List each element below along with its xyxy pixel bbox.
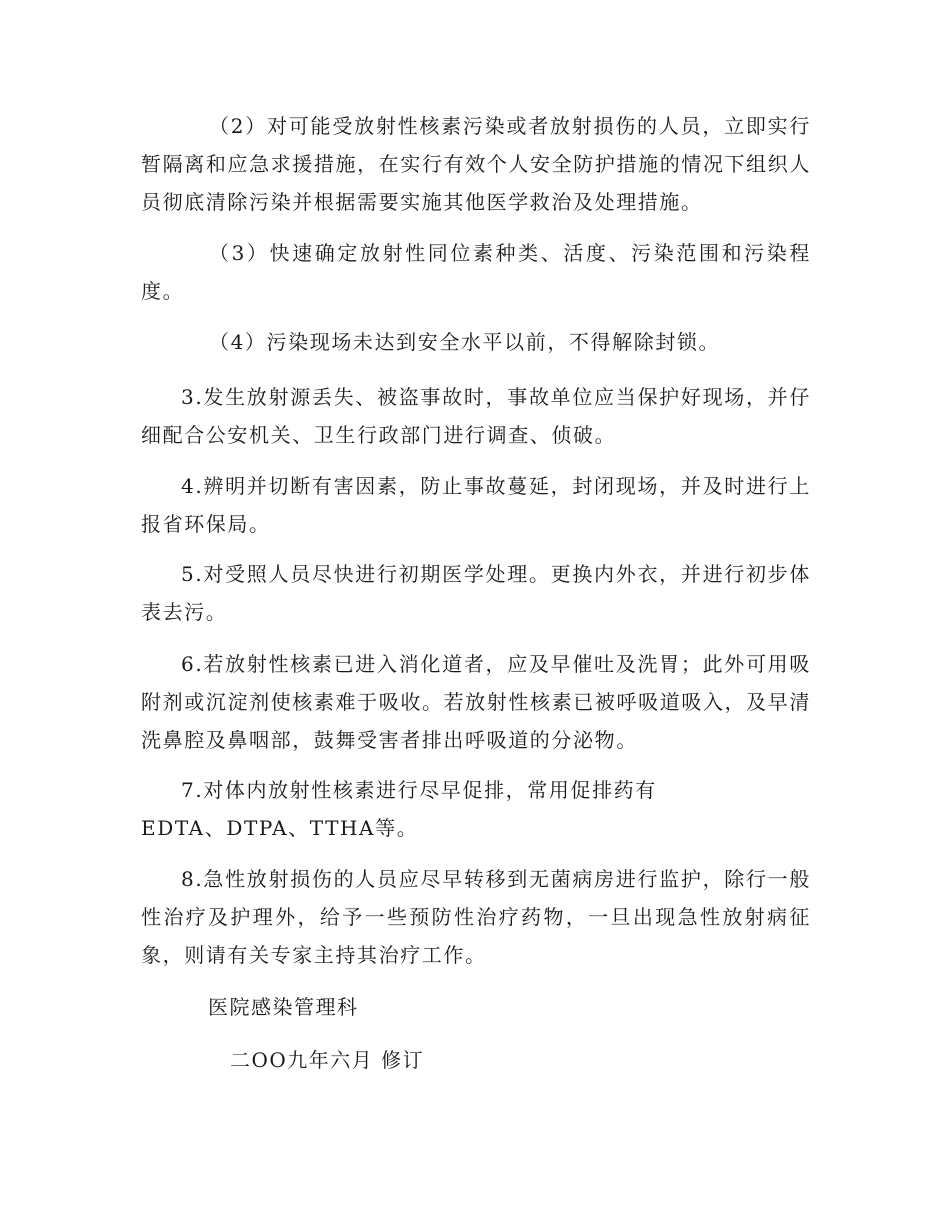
revision-date: 二OO九年六月 修订 <box>230 1048 425 1072</box>
paragraph-7-continued: EDTA、DTPA、TTHA等。 <box>141 816 419 840</box>
department-signature: 医院感染管理科 <box>208 995 359 1019</box>
paragraph-4: 4.辨明并切断有害因素，防止事故蔓延，封闭现场，并及时进行上报省环保局。 <box>141 474 811 536</box>
paragraph-item-3: （3）快速确定放射性同位素种类、活度、污染范围和污染程度。 <box>141 241 811 303</box>
paragraph-6: 6.若放射性核素已进入消化道者，应及早催吐及洗胃；此外可用吸附剂或沉淀剂使核素难于吸收。若放射性核素已被呼吸道吸入，及早清洗鼻腔及鼻咽部，鼓舞受害者排出呼吸道的分泌物。 <box>141 652 811 752</box>
paragraph-item-2: （2）对可能受放射性核素污染或者放射损伤的人员，立即实行暂隔离和应急求援措施，在实行有效个人安全防护措施的情况下组织人员彻底清除污染并根据需要实施其他医学救治及处理措施。 <box>141 114 811 214</box>
paragraph-item-4: （4）污染现场未达到安全水平以前，不得解除封锁。 <box>209 330 721 354</box>
paragraph-5: 5.对受照人员尽快进行初期医学处理。更换内外衣，并进行初步体表去污。 <box>141 562 811 624</box>
paragraph-8: 8.急性放射损伤的人员应尽早转移到无菌病房进行监护，除行一般性治疗及护理外，给予一些预防性治疗药物，一旦出现急性放射病征象，则请有关专家主持其治疗工作。 <box>141 867 811 967</box>
paragraph-3: 3.发生放射源丢失、被盗事故时，事故单位应当保护好现场，并仔细配合公安机关、卫生行政部门进行调查、侦破。 <box>141 385 811 447</box>
paragraph-7: 7.对体内放射性核素进行尽早促排，常用促排药有 <box>181 778 657 802</box>
